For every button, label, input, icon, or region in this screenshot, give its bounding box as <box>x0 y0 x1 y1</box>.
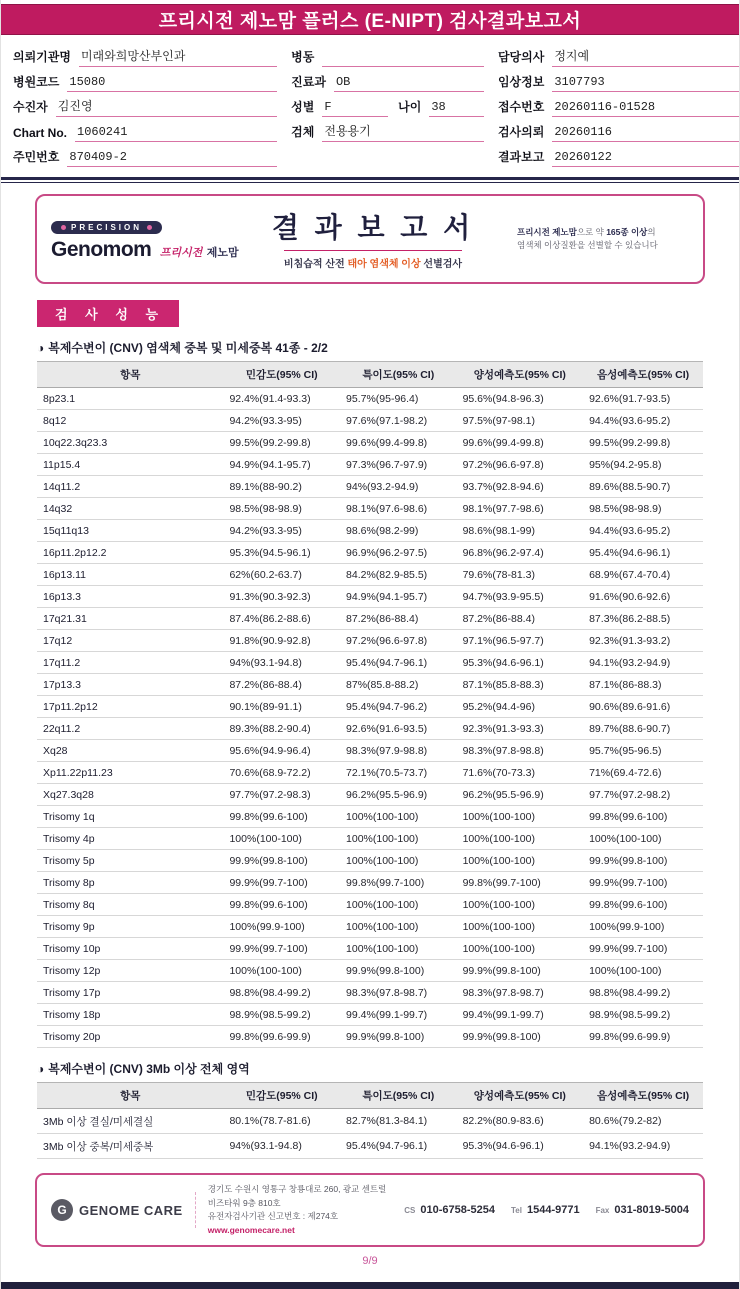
col-ppv: 95.3%(94.6-96.1) <box>457 652 584 674</box>
col-sensitivity: 94%(93.1-94.8) <box>223 652 340 674</box>
col-item: Trisomy 5p <box>37 850 223 872</box>
genomecare-logo <box>51 1199 183 1221</box>
brand-name-korean-1: 프리시전 <box>159 246 203 259</box>
col-item: Trisomy 8q <box>37 894 223 916</box>
col-item: 16p13.3 <box>37 586 223 608</box>
col-ppv: 97.1%(96.5-97.7) <box>457 630 584 652</box>
col-specificity: 95.4%(94.7-96.1) <box>340 1134 457 1159</box>
col-sensitivity: 99.9%(99.7-100) <box>223 938 340 960</box>
col-specificity: 98.1%(97.6-98.6) <box>340 498 457 520</box>
col-sensitivity: 91.8%(90.9-92.8) <box>223 630 340 652</box>
col-npv: 99.5%(99.2-99.8) <box>583 432 703 454</box>
bottom-bar <box>1 1282 739 1289</box>
field-value: 20260122 <box>552 150 740 167</box>
subtitle-text: 비침습적 산전 <box>283 259 348 270</box>
cnv-3mb-table <box>37 1082 703 1159</box>
contact-fax: Fax 031-8019-5004 <box>595 1204 689 1217</box>
col-ppv: 100%(100-100) <box>457 828 584 850</box>
patient-info-col-right <box>498 44 740 169</box>
table-row <box>37 630 703 652</box>
precision-badge <box>51 221 162 234</box>
field-value: 미래와희망산부인과 <box>79 47 277 67</box>
col-ppv: 95.3%(94.6-96.1) <box>457 1134 584 1159</box>
column-header-col-specificity: 특이도(95% CI) <box>340 362 457 388</box>
table-row <box>37 432 703 454</box>
table-row <box>37 740 703 762</box>
col-ppv: 99.9%(99.8-100) <box>457 1026 584 1048</box>
col-item: Trisomy 4p <box>37 828 223 850</box>
col-npv: 71%(69.4-72.6) <box>583 762 703 784</box>
col-specificity: 100%(100-100) <box>340 916 457 938</box>
section-heading-performance: 검 사 성 능 <box>37 300 179 327</box>
col-sensitivity: 99.9%(99.7-100) <box>223 872 340 894</box>
col-npv: 80.6%(79.2-82) <box>583 1109 703 1134</box>
col-npv: 92.3%(91.3-93.2) <box>583 630 703 652</box>
col-sensitivity: 99.9%(99.8-100) <box>223 850 340 872</box>
col-ppv: 100%(100-100) <box>457 806 584 828</box>
website-link[interactable]: www.genomecare.net <box>207 1224 295 1235</box>
col-sensitivity: 95.3%(94.5-96.1) <box>223 542 340 564</box>
col-specificity: 100%(100-100) <box>340 894 457 916</box>
footer-box <box>35 1173 705 1247</box>
field-clinical-info <box>498 69 740 92</box>
field-label: 임상정보 <box>497 75 545 89</box>
column-header-col-ppv: 양성예측도(95% CI) <box>457 1083 584 1109</box>
footer-contacts <box>404 1204 689 1216</box>
field-request-date <box>498 119 740 142</box>
col-sensitivity: 98.5%(98-98.9) <box>223 498 340 520</box>
col-item: 16p11.2p12.2 <box>37 542 223 564</box>
col-npv: 97.7%(97.2-98.2) <box>583 784 703 806</box>
col-ppv: 100%(100-100) <box>457 894 584 916</box>
field-resident-id <box>13 144 277 167</box>
contact-cs: CS 010-6758-5254 <box>404 1204 495 1217</box>
col-specificity: 96.2%(95.5-96.9) <box>340 784 457 806</box>
field-sex-age <box>291 94 484 117</box>
col-specificity: 95.4%(94.7-96.1) <box>340 652 457 674</box>
col-item: 17p11.2p12 <box>37 696 223 718</box>
address-line-2: 유전자검사기관 신고번호 : 제274호 <box>207 1211 339 1222</box>
field-label: Chart No. <box>13 126 67 140</box>
col-npv: 98.5%(98-98.9) <box>583 498 703 520</box>
col-item: Trisomy 18p <box>37 1004 223 1026</box>
table-row <box>37 1004 703 1026</box>
column-header-col-specificity: 특이도(95% CI) <box>340 1083 457 1109</box>
col-npv: 92.6%(91.7-93.5) <box>583 388 703 410</box>
field-value: F <box>322 100 388 117</box>
col-npv: 94.4%(93.6-95.2) <box>583 410 703 432</box>
col-ppv: 98.3%(97.8-98.8) <box>457 740 584 762</box>
col-npv: 87.3%(86.2-88.5) <box>583 608 703 630</box>
field-patient-name <box>13 94 277 117</box>
col-ppv: 98.3%(97.8-98.7) <box>457 982 584 1004</box>
footer-divider <box>195 1192 196 1228</box>
col-specificity: 84.2%(82.9-85.5) <box>340 564 457 586</box>
col-npv: 99.9%(99.8-100) <box>583 850 703 872</box>
col-sensitivity: 100%(99.9-100) <box>223 916 340 938</box>
report-title-block <box>239 206 507 272</box>
col-sensitivity: 94.2%(93.3-95) <box>223 410 340 432</box>
col-ppv: 99.4%(99.1-99.7) <box>457 1004 584 1026</box>
field-label: 검체 <box>291 125 315 139</box>
report-header-box <box>35 194 705 284</box>
col-npv: 99.9%(99.7-100) <box>583 872 703 894</box>
col-sensitivity: 89.1%(88-90.2) <box>223 476 340 498</box>
column-header-col-item: 항목 <box>37 362 223 388</box>
badge-dot-icon <box>61 225 66 230</box>
patient-info-col-left <box>13 44 277 169</box>
field-label: 진료과 <box>291 75 326 89</box>
col-ppv: 96.2%(95.5-96.9) <box>457 784 584 806</box>
field-receipt-no <box>498 94 740 117</box>
col-npv: 94.1%(93.2-94.9) <box>583 652 703 674</box>
field-value: 3107793 <box>552 75 740 92</box>
col-npv: 99.8%(99.6-99.9) <box>583 1026 703 1048</box>
divider-double-rule <box>1 177 739 183</box>
col-sensitivity: 94%(93.1-94.8) <box>223 1134 340 1159</box>
col-ppv: 94.7%(93.9-95.5) <box>457 586 584 608</box>
cnv-microduplication-table <box>37 361 703 1048</box>
col-sensitivity: 70.6%(68.9-72.2) <box>223 762 340 784</box>
col-npv: 99.9%(99.7-100) <box>583 938 703 960</box>
field-label: 나이 <box>398 100 422 114</box>
genomom-logo <box>51 217 239 262</box>
col-item: Xq28 <box>37 740 223 762</box>
col-item: 10q22.3q23.3 <box>37 432 223 454</box>
report-title: 결 과 보 고 서 <box>271 212 475 243</box>
table-row <box>37 762 703 784</box>
col-specificity: 95.4%(94.7-96.2) <box>340 696 457 718</box>
col-npv: 91.6%(90.6-92.6) <box>583 586 703 608</box>
col-sensitivity: 94.9%(94.1-95.7) <box>223 454 340 476</box>
col-specificity: 100%(100-100) <box>340 938 457 960</box>
col-item: Trisomy 8p <box>37 872 223 894</box>
col-specificity: 95.7%(95-96.4) <box>340 388 457 410</box>
table-row <box>37 410 703 432</box>
field-label: 병원코드 <box>13 75 60 89</box>
col-item: 3Mb 이상 결실/미세결실 <box>37 1109 223 1134</box>
table-row <box>37 498 703 520</box>
col-npv: 94.4%(93.6-95.2) <box>583 520 703 542</box>
col-specificity: 87.2%(86-88.4) <box>340 608 457 630</box>
col-ppv: 100%(100-100) <box>457 938 584 960</box>
table-row <box>37 696 703 718</box>
table-header-row <box>37 1083 703 1109</box>
table-row <box>37 520 703 542</box>
col-specificity: 94.9%(94.1-95.7) <box>340 586 457 608</box>
col-item: 8q12 <box>37 410 223 432</box>
col-ppv: 92.3%(91.3-93.3) <box>457 718 584 740</box>
field-value: 20260116-01528 <box>552 100 740 117</box>
col-item: Xq27.3q28 <box>37 784 223 806</box>
field-value: OB <box>334 75 484 92</box>
subtitle-highlight: 태아 염색체 이상 <box>347 259 421 270</box>
col-ppv: 87.2%(86-88.4) <box>457 608 584 630</box>
header-note-line2: 염색체 이상질환을 선별할 수 있습니다 <box>517 240 658 250</box>
genomecare-logo-icon: G <box>51 1199 73 1221</box>
field-specimen <box>291 119 484 142</box>
col-npv: 89.6%(88.5-90.7) <box>583 476 703 498</box>
col-sensitivity: 99.8%(99.6-100) <box>223 894 340 916</box>
col-specificity: 82.7%(81.3-84.1) <box>340 1109 457 1134</box>
col-ppv: 98.1%(97.7-98.6) <box>457 498 584 520</box>
col-npv: 100%(100-100) <box>583 828 703 850</box>
field-label: 주민번호 <box>13 150 60 164</box>
table-row <box>37 674 703 696</box>
col-npv: 95%(94.2-95.8) <box>583 454 703 476</box>
col-item: Trisomy 20p <box>37 1026 223 1048</box>
column-header-col-npv: 음성예측도(95% CI) <box>583 1083 703 1109</box>
patient-info-section <box>1 35 739 174</box>
table-row <box>37 960 703 982</box>
col-sensitivity: 91.3%(90.3-92.3) <box>223 586 340 608</box>
col-ppv: 82.2%(80.9-83.6) <box>457 1109 584 1134</box>
col-ppv: 79.6%(78-81.3) <box>457 564 584 586</box>
col-specificity: 100%(100-100) <box>340 806 457 828</box>
table-row <box>37 1134 703 1159</box>
col-npv: 98.8%(98.4-99.2) <box>583 982 703 1004</box>
col-ppv: 99.6%(99.4-99.8) <box>457 432 584 454</box>
col-specificity: 97.6%(97.1-98.2) <box>340 410 457 432</box>
field-label: 검사의뢰 <box>497 125 545 139</box>
col-npv: 100%(100-100) <box>583 960 703 982</box>
column-header-col-npv: 음성예측도(95% CI) <box>583 362 703 388</box>
table-caption-cnv-duplication: ◑ 복제수변이 (CNV) 염색체 중복 및 미세중복 41종 - 2/2 <box>37 341 328 355</box>
field-value: 15080 <box>67 75 277 92</box>
col-specificity: 99.6%(99.4-99.8) <box>340 432 457 454</box>
table-row <box>37 542 703 564</box>
field-label: 결과보고 <box>497 150 545 164</box>
field-value: 38 <box>429 100 484 117</box>
brand-name: Genomom <box>51 237 152 261</box>
half-circle-icon: ◑ <box>37 341 45 355</box>
col-ppv: 95.6%(94.8-96.3) <box>457 388 584 410</box>
col-sensitivity: 95.6%(94.9-96.4) <box>223 740 340 762</box>
col-item: Trisomy 12p <box>37 960 223 982</box>
col-sensitivity: 87.4%(86.2-88.6) <box>223 608 340 630</box>
half-circle-icon: ◑ <box>37 1062 45 1076</box>
col-ppv: 100%(100-100) <box>457 916 584 938</box>
col-specificity: 99.4%(99.1-99.7) <box>340 1004 457 1026</box>
col-ppv: 96.8%(96.2-97.4) <box>457 542 584 564</box>
table-row <box>37 1026 703 1048</box>
report-body <box>37 284 703 1159</box>
col-npv: 94.1%(93.2-94.9) <box>583 1134 703 1159</box>
field-department <box>291 69 484 92</box>
col-sensitivity: 80.1%(78.7-81.6) <box>223 1109 340 1134</box>
col-sensitivity: 100%(100-100) <box>223 828 340 850</box>
col-sensitivity: 99.5%(99.2-99.8) <box>223 432 340 454</box>
table-row <box>37 454 703 476</box>
badge-dot-icon <box>147 225 152 230</box>
table-row <box>37 718 703 740</box>
col-item: 8p23.1 <box>37 388 223 410</box>
table-header-row <box>37 362 703 388</box>
page-number: 9/9 <box>362 1255 378 1268</box>
field-label: 수진자 <box>13 100 48 114</box>
footer-address <box>208 1183 393 1237</box>
table-caption-cnv-3mb: ◑ 복제수변이 (CNV) 3Mb 이상 전체 영역 <box>37 1062 250 1076</box>
col-specificity: 96.9%(96.2-97.5) <box>340 542 457 564</box>
table-row <box>37 784 703 806</box>
field-value: 정지예 <box>552 47 740 67</box>
field-label: 의뢰기관명 <box>13 50 71 64</box>
col-sensitivity: 92.4%(91.4-93.3) <box>223 388 340 410</box>
table-row <box>37 828 703 850</box>
col-sensitivity: 99.8%(99.6-99.9) <box>223 1026 340 1048</box>
col-npv: 87.1%(86-88.3) <box>583 674 703 696</box>
col-item: 14q11.2 <box>37 476 223 498</box>
col-sensitivity: 98.9%(98.5-99.2) <box>223 1004 340 1026</box>
column-header-col-item: 항목 <box>37 1083 223 1109</box>
field-label: 담당의사 <box>497 50 545 64</box>
col-specificity: 100%(100-100) <box>340 828 457 850</box>
col-specificity: 94%(93.2-94.9) <box>340 476 457 498</box>
col-npv: 68.9%(67.4-70.4) <box>583 564 703 586</box>
header-note <box>517 226 689 252</box>
field-value: 870409-2 <box>67 150 277 167</box>
col-item: Trisomy 17p <box>37 982 223 1004</box>
col-ppv: 97.5%(97-98.1) <box>457 410 584 432</box>
col-sensitivity: 97.7%(97.2-98.3) <box>223 784 340 806</box>
field-value: 20260116 <box>552 125 740 142</box>
field-value <box>322 64 484 67</box>
table-row <box>37 806 703 828</box>
col-item: 17q12 <box>37 630 223 652</box>
col-item: 11p15.4 <box>37 454 223 476</box>
column-header-col-sensitivity: 민감도(95% CI) <box>223 1083 340 1109</box>
col-npv: 100%(99.9-100) <box>583 916 703 938</box>
field-value: 김진영 <box>56 97 277 117</box>
table-row <box>37 476 703 498</box>
field-chart-no <box>13 119 277 142</box>
field-doctor <box>498 44 740 67</box>
col-ppv: 71.6%(70-73.3) <box>457 762 584 784</box>
col-item: 17q21.31 <box>37 608 223 630</box>
col-ppv: 98.6%(98.1-99) <box>457 520 584 542</box>
col-npv: 99.8%(99.6-100) <box>583 806 703 828</box>
field-hospital-code <box>13 69 277 92</box>
genomecare-logo-text: GENOME CARE <box>79 1202 183 1218</box>
col-specificity: 92.6%(91.6-93.5) <box>340 718 457 740</box>
col-sensitivity: 90.1%(89-91.1) <box>223 696 340 718</box>
report-subtitle <box>284 250 462 270</box>
table-row <box>37 894 703 916</box>
col-specificity: 97.3%(96.7-97.9) <box>340 454 457 476</box>
table-row <box>37 564 703 586</box>
field-label: 병동 <box>291 50 315 64</box>
col-sensitivity: 98.8%(98.4-99.2) <box>223 982 340 1004</box>
report-titlebar <box>1 4 739 35</box>
col-npv: 98.9%(98.5-99.2) <box>583 1004 703 1026</box>
address-line-1: 경기도 수원시 영통구 창룡대로 260, 광교 센트럴비즈타워 9층 810호 <box>207 1184 387 1208</box>
field-ordering-org <box>13 44 277 67</box>
col-item: Xp11.22p11.23 <box>37 762 223 784</box>
col-item: Trisomy 1q <box>37 806 223 828</box>
col-npv: 99.8%(99.6-100) <box>583 894 703 916</box>
col-sensitivity: 94.2%(93.3-95) <box>223 520 340 542</box>
contact-tel: Tel 1544-9771 <box>511 1204 580 1217</box>
col-item: 16p13.11 <box>37 564 223 586</box>
col-sensitivity: 87.2%(86-88.4) <box>223 674 340 696</box>
column-header-col-sensitivity: 민감도(95% CI) <box>223 362 340 388</box>
col-specificity: 98.3%(97.8-98.7) <box>340 982 457 1004</box>
table-row <box>37 850 703 872</box>
col-npv: 89.7%(88.6-90.7) <box>583 718 703 740</box>
table-row <box>37 938 703 960</box>
col-item: 17p13.3 <box>37 674 223 696</box>
col-specificity: 87%(85.8-88.2) <box>340 674 457 696</box>
col-item: 22q11.2 <box>37 718 223 740</box>
subtitle-text: 선별검사 <box>420 259 463 270</box>
col-ppv: 99.9%(99.8-100) <box>457 960 584 982</box>
col-specificity: 99.8%(99.7-100) <box>340 872 457 894</box>
col-specificity: 72.1%(70.5-73.7) <box>340 762 457 784</box>
field-report-date <box>498 144 740 167</box>
col-sensitivity: 62%(60.2-63.7) <box>223 564 340 586</box>
col-npv: 90.6%(89.6-91.6) <box>583 696 703 718</box>
col-item: 14q32 <box>37 498 223 520</box>
col-item: 3Mb 이상 중복/미세중복 <box>37 1134 223 1159</box>
col-ppv: 97.2%(96.6-97.8) <box>457 454 584 476</box>
badge-label: PRECISION <box>71 222 143 232</box>
field-value: 전용용기 <box>322 122 484 142</box>
field-ward <box>291 44 484 67</box>
table-row <box>37 1109 703 1134</box>
col-sensitivity: 100%(100-100) <box>223 960 340 982</box>
table-row <box>37 586 703 608</box>
col-ppv: 87.1%(85.8-88.3) <box>457 674 584 696</box>
col-ppv: 93.7%(92.8-94.6) <box>457 476 584 498</box>
column-header-col-ppv: 양성예측도(95% CI) <box>457 362 584 388</box>
col-specificity: 99.9%(99.8-100) <box>340 1026 457 1048</box>
header-note-line1: 프리시전 제노맘으로 약 165종 이상의 <box>517 226 656 237</box>
page-title: 프리시전 제노맘 플러스 (E-NIPT) 검사결과보고서 <box>158 11 582 32</box>
col-npv: 95.7%(95-96.5) <box>583 740 703 762</box>
col-item: Trisomy 10p <box>37 938 223 960</box>
brand-name-korean-2: 제노맘 <box>206 246 239 259</box>
patient-info-col-middle <box>291 44 484 169</box>
col-specificity: 97.2%(96.6-97.8) <box>340 630 457 652</box>
col-ppv: 95.2%(94.4-96) <box>457 696 584 718</box>
col-sensitivity: 99.8%(99.6-100) <box>223 806 340 828</box>
table-row <box>37 388 703 410</box>
table-row <box>37 872 703 894</box>
field-value: 1060241 <box>75 125 277 142</box>
table-row <box>37 916 703 938</box>
col-item: Trisomy 9p <box>37 916 223 938</box>
field-label: 접수번호 <box>497 100 545 114</box>
table-row <box>37 652 703 674</box>
col-specificity: 98.3%(97.9-98.8) <box>340 740 457 762</box>
col-ppv: 100%(100-100) <box>457 850 584 872</box>
col-ppv: 99.8%(99.7-100) <box>457 872 584 894</box>
col-item: 17q11.2 <box>37 652 223 674</box>
brand-line <box>51 237 239 262</box>
col-sensitivity: 89.3%(88.2-90.4) <box>223 718 340 740</box>
col-specificity: 100%(100-100) <box>340 850 457 872</box>
field-label: 성별 <box>291 100 315 114</box>
col-npv: 95.4%(94.6-96.1) <box>583 542 703 564</box>
table-row <box>37 608 703 630</box>
table-row <box>37 982 703 1004</box>
col-specificity: 98.6%(98.2-99) <box>340 520 457 542</box>
col-specificity: 99.9%(99.8-100) <box>340 960 457 982</box>
col-item: 15q11q13 <box>37 520 223 542</box>
